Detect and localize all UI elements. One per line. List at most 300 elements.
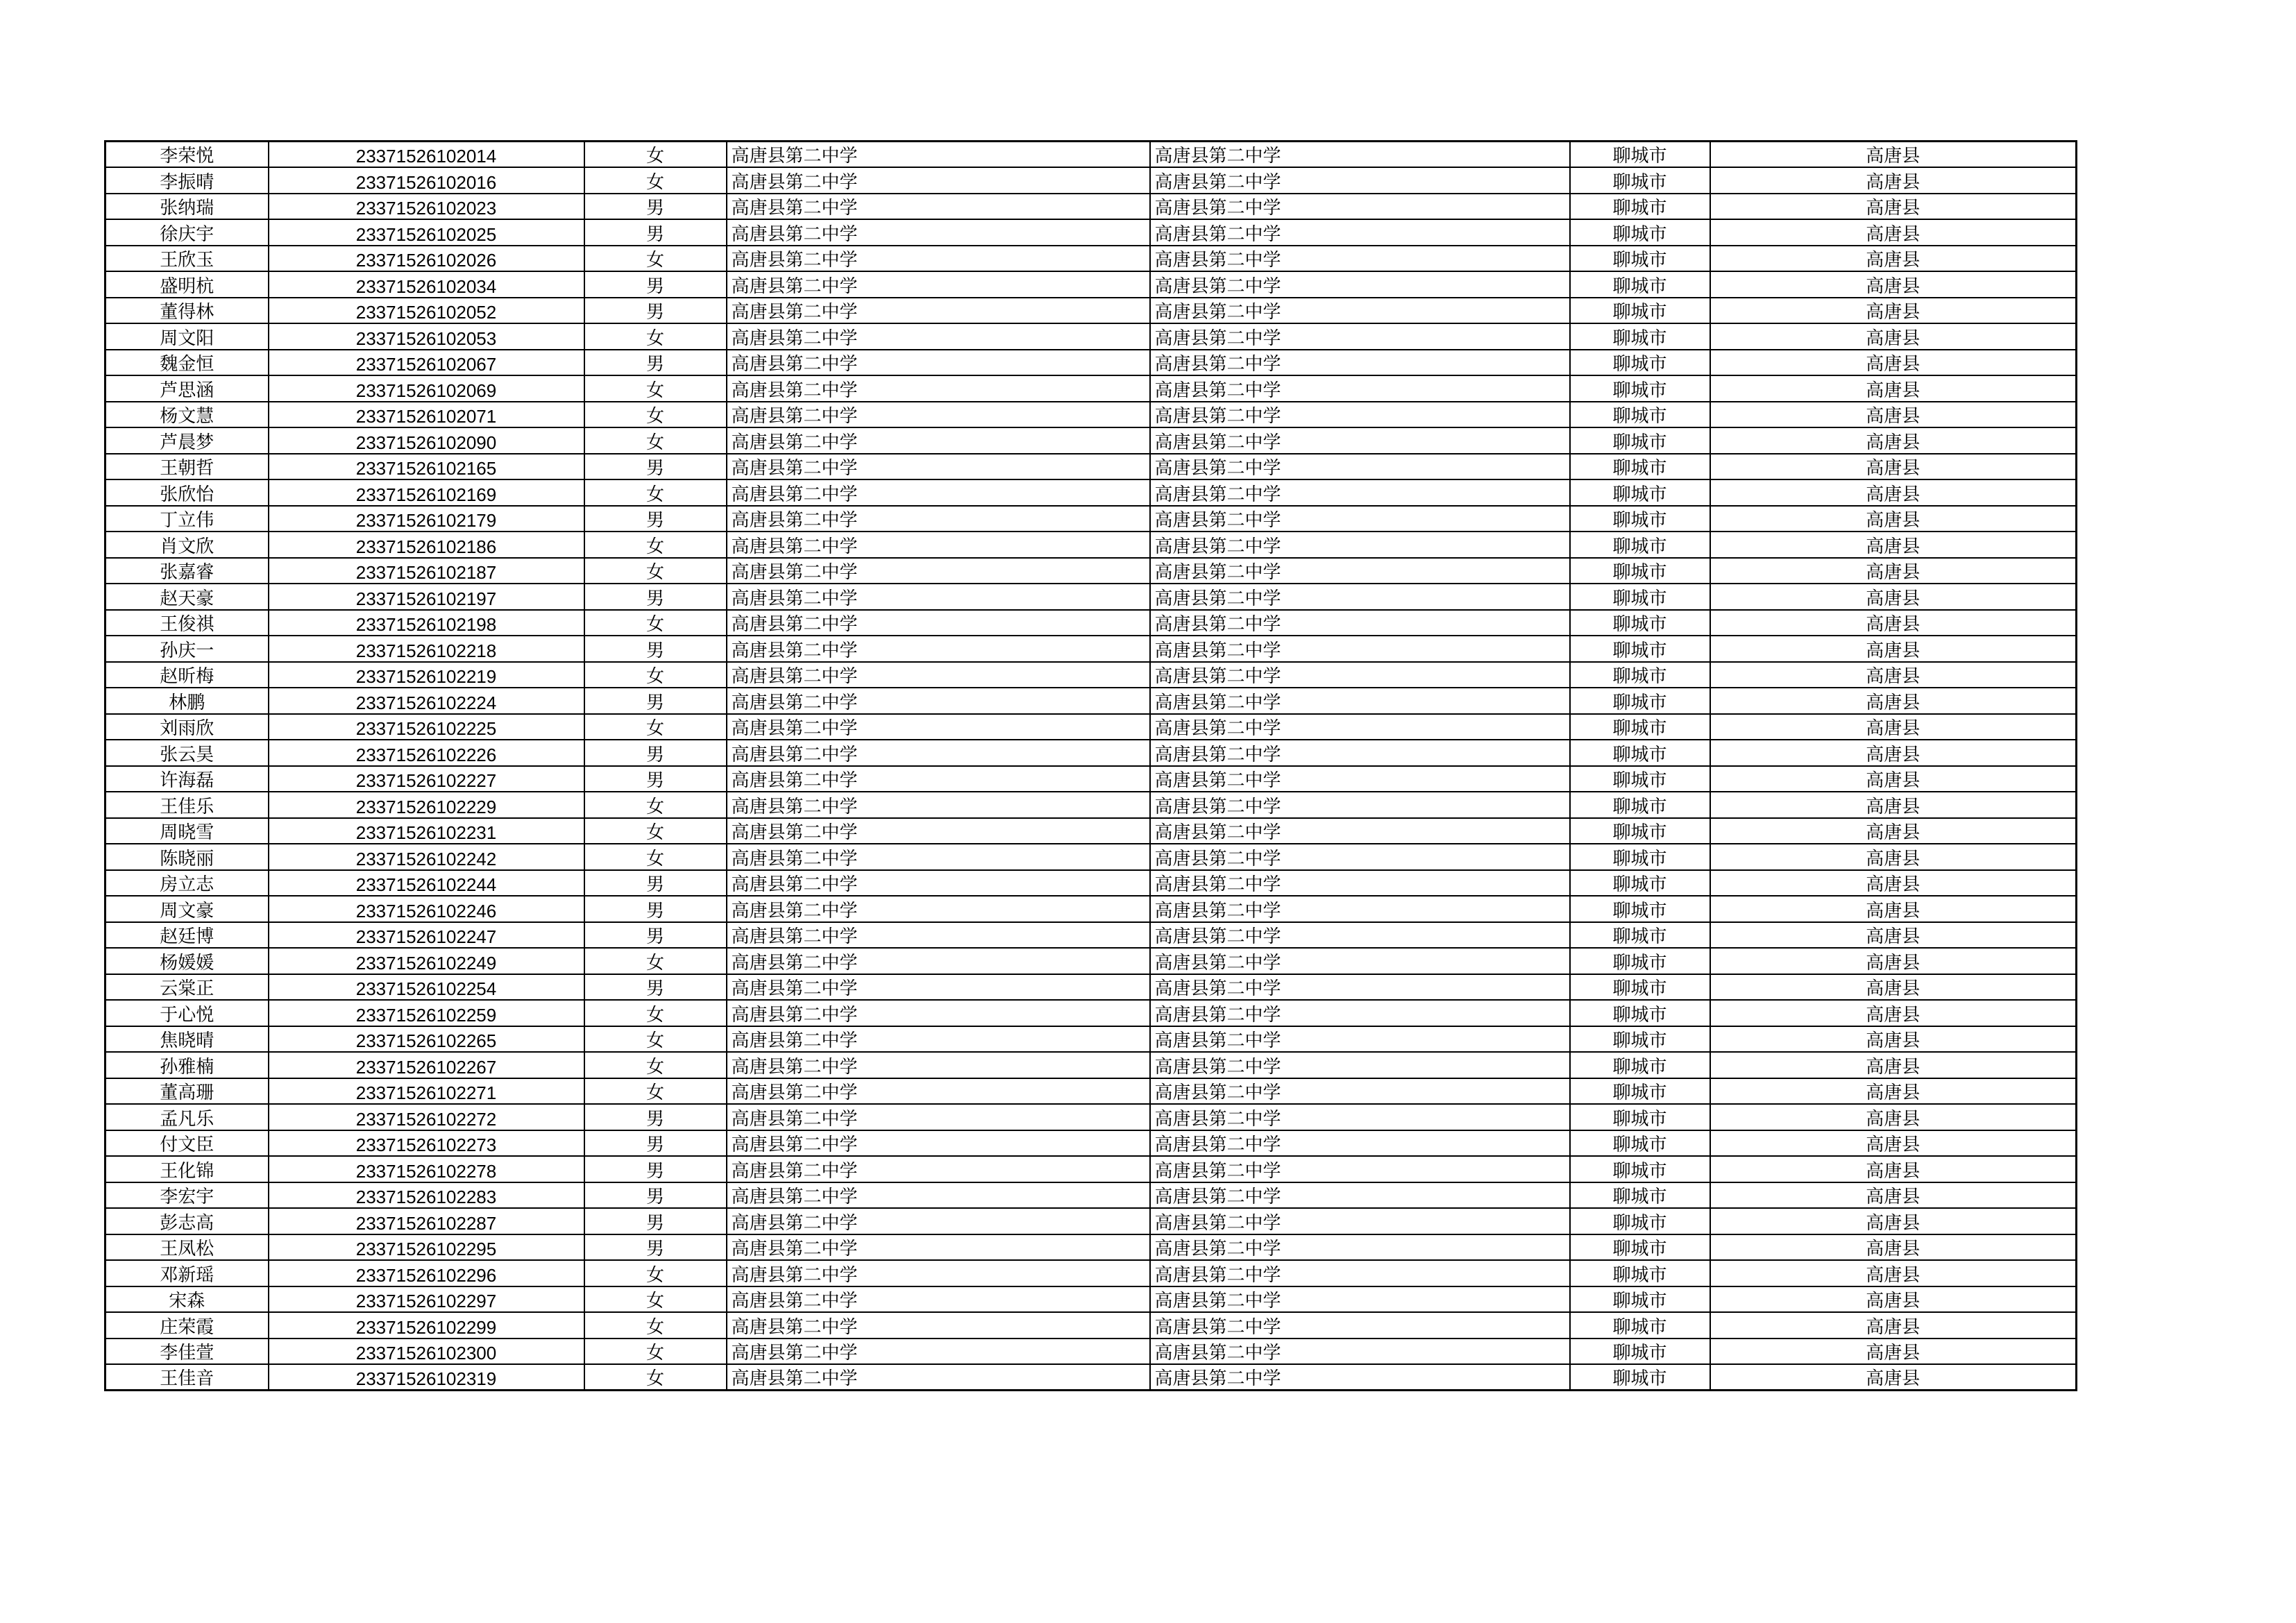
gender-cell: 女 — [584, 1312, 727, 1339]
exam-number-cell: 23371526102229 — [269, 792, 584, 818]
exam-number-cell: 23371526102219 — [269, 662, 584, 688]
student-name-cell: 张欣怡 — [105, 479, 269, 506]
exam-site-cell: 高唐县第二中学 — [1150, 271, 1570, 298]
school-cell: 高唐县第二中学 — [727, 844, 1150, 870]
city-cell: 聊城市 — [1570, 1339, 1710, 1365]
school-cell: 高唐县第二中学 — [727, 375, 1150, 402]
exam-number-cell: 23371526102297 — [269, 1286, 584, 1313]
student-name-cell: 孙雅楠 — [105, 1052, 269, 1078]
exam-number-cell: 23371526102295 — [269, 1234, 584, 1261]
school-cell: 高唐县第二中学 — [727, 896, 1150, 922]
table-row — [105, 766, 2077, 792]
exam-site-cell: 高唐县第二中学 — [1150, 922, 1570, 949]
exam-number-cell: 23371526102271 — [269, 1078, 584, 1105]
city-cell: 聊城市 — [1570, 298, 1710, 324]
table-row — [105, 948, 2077, 974]
exam-site-cell: 高唐县第二中学 — [1150, 454, 1570, 480]
exam-number-cell: 23371526102231 — [269, 818, 584, 844]
exam-number-cell: 23371526102287 — [269, 1208, 584, 1234]
table-row — [105, 402, 2077, 428]
city-cell: 聊城市 — [1570, 766, 1710, 792]
table-row — [105, 584, 2077, 610]
city-cell: 聊城市 — [1570, 454, 1710, 480]
gender-cell: 男 — [584, 688, 727, 714]
city-cell: 聊城市 — [1570, 532, 1710, 558]
city-cell: 聊城市 — [1570, 636, 1710, 662]
exam-number-cell: 23371526102025 — [269, 219, 584, 246]
student-name-cell: 王俊祺 — [105, 610, 269, 636]
school-cell: 高唐县第二中学 — [727, 1156, 1150, 1182]
exam-number-cell: 23371526102259 — [269, 1000, 584, 1026]
exam-site-cell: 高唐县第二中学 — [1150, 636, 1570, 662]
exam-site-cell: 高唐县第二中学 — [1150, 740, 1570, 766]
exam-site-cell: 高唐县第二中学 — [1150, 167, 1570, 194]
county-cell: 高唐县 — [1710, 740, 2077, 766]
exam-number-cell: 23371526102218 — [269, 636, 584, 662]
table-row — [105, 662, 2077, 688]
exam-site-cell: 高唐县第二中学 — [1150, 506, 1570, 532]
county-cell: 高唐县 — [1710, 1000, 2077, 1026]
table-row — [105, 1312, 2077, 1339]
school-cell: 高唐县第二中学 — [727, 479, 1150, 506]
exam-site-cell: 高唐县第二中学 — [1150, 1130, 1570, 1157]
table-row — [105, 610, 2077, 636]
exam-number-cell: 23371526102197 — [269, 584, 584, 610]
school-cell: 高唐县第二中学 — [727, 610, 1150, 636]
exam-site-cell: 高唐县第二中学 — [1150, 298, 1570, 324]
gender-cell: 女 — [584, 167, 727, 194]
city-cell: 聊城市 — [1570, 1000, 1710, 1026]
table-row — [105, 1364, 2077, 1391]
exam-number-cell: 23371526102246 — [269, 896, 584, 922]
school-cell: 高唐县第二中学 — [727, 1026, 1150, 1053]
city-cell: 聊城市 — [1570, 1156, 1710, 1182]
city-cell: 聊城市 — [1570, 1052, 1710, 1078]
gender-cell: 女 — [584, 948, 727, 974]
table-row — [105, 219, 2077, 246]
table-row — [105, 922, 2077, 949]
student-name-cell: 王凤松 — [105, 1234, 269, 1261]
exam-number-cell: 23371526102319 — [269, 1364, 584, 1391]
roster-table — [104, 140, 2077, 1391]
gender-cell: 女 — [584, 1026, 727, 1053]
student-name-cell: 王朝哲 — [105, 454, 269, 480]
city-cell: 聊城市 — [1570, 714, 1710, 740]
gender-cell: 男 — [584, 1208, 727, 1234]
gender-cell: 男 — [584, 1156, 727, 1182]
student-name-cell: 丁立伟 — [105, 506, 269, 532]
county-cell: 高唐县 — [1710, 584, 2077, 610]
gender-cell: 男 — [584, 1104, 727, 1130]
city-cell: 聊城市 — [1570, 219, 1710, 246]
city-cell: 聊城市 — [1570, 1286, 1710, 1313]
gender-cell: 女 — [584, 1052, 727, 1078]
gender-cell: 女 — [584, 246, 727, 272]
school-cell: 高唐县第二中学 — [727, 1104, 1150, 1130]
county-cell: 高唐县 — [1710, 714, 2077, 740]
exam-number-cell: 23371526102242 — [269, 844, 584, 870]
exam-number-cell: 23371526102198 — [269, 610, 584, 636]
city-cell: 聊城市 — [1570, 271, 1710, 298]
city-cell: 聊城市 — [1570, 818, 1710, 844]
county-cell: 高唐县 — [1710, 246, 2077, 272]
student-name-cell: 董得林 — [105, 298, 269, 324]
city-cell: 聊城市 — [1570, 167, 1710, 194]
exam-site-cell: 高唐县第二中学 — [1150, 194, 1570, 220]
county-cell: 高唐县 — [1710, 792, 2077, 818]
gender-cell: 男 — [584, 298, 727, 324]
exam-number-cell: 23371526102023 — [269, 194, 584, 220]
county-cell: 高唐县 — [1710, 688, 2077, 714]
school-cell: 高唐县第二中学 — [727, 1364, 1150, 1391]
county-cell: 高唐县 — [1710, 219, 2077, 246]
student-name-cell: 杨文慧 — [105, 402, 269, 428]
county-cell: 高唐县 — [1710, 479, 2077, 506]
school-cell: 高唐县第二中学 — [727, 740, 1150, 766]
exam-site-cell: 高唐县第二中学 — [1150, 610, 1570, 636]
county-cell: 高唐县 — [1710, 142, 2077, 168]
county-cell: 高唐县 — [1710, 922, 2077, 949]
exam-site-cell: 高唐县第二中学 — [1150, 1312, 1570, 1339]
table-row — [105, 1339, 2077, 1365]
student-name-cell: 赵昕梅 — [105, 662, 269, 688]
table-row — [105, 454, 2077, 480]
gender-cell: 男 — [584, 636, 727, 662]
gender-cell: 女 — [584, 375, 727, 402]
exam-site-cell: 高唐县第二中学 — [1150, 1182, 1570, 1209]
school-cell: 高唐县第二中学 — [727, 948, 1150, 974]
student-name-cell: 杨媛媛 — [105, 948, 269, 974]
gender-cell: 女 — [584, 792, 727, 818]
gender-cell: 女 — [584, 532, 727, 558]
table-row — [105, 636, 2077, 662]
county-cell: 高唐县 — [1710, 350, 2077, 376]
exam-number-cell: 23371526102227 — [269, 766, 584, 792]
exam-site-cell: 高唐县第二中学 — [1150, 350, 1570, 376]
exam-number-cell: 23371526102224 — [269, 688, 584, 714]
gender-cell: 男 — [584, 506, 727, 532]
exam-number-cell: 23371526102186 — [269, 532, 584, 558]
table-row — [105, 1260, 2077, 1286]
gender-cell: 男 — [584, 194, 727, 220]
table-row — [105, 1026, 2077, 1053]
exam-site-cell: 高唐县第二中学 — [1150, 402, 1570, 428]
county-cell: 高唐县 — [1710, 532, 2077, 558]
table-row — [105, 740, 2077, 766]
city-cell: 聊城市 — [1570, 792, 1710, 818]
gender-cell: 女 — [584, 1078, 727, 1105]
exam-site-cell: 高唐县第二中学 — [1150, 427, 1570, 454]
exam-site-cell: 高唐县第二中学 — [1150, 584, 1570, 610]
table-row — [105, 246, 2077, 272]
student-name-cell: 张纳瑞 — [105, 194, 269, 220]
student-name-cell: 张云昊 — [105, 740, 269, 766]
exam-site-cell: 高唐县第二中学 — [1150, 766, 1570, 792]
exam-number-cell: 23371526102165 — [269, 454, 584, 480]
county-cell: 高唐县 — [1710, 636, 2077, 662]
exam-number-cell: 23371526102244 — [269, 870, 584, 897]
county-cell: 高唐县 — [1710, 271, 2077, 298]
gender-cell: 男 — [584, 740, 727, 766]
city-cell: 聊城市 — [1570, 740, 1710, 766]
table-row — [105, 896, 2077, 922]
school-cell: 高唐县第二中学 — [727, 1234, 1150, 1261]
school-cell: 高唐县第二中学 — [727, 194, 1150, 220]
exam-site-cell: 高唐县第二中学 — [1150, 246, 1570, 272]
county-cell: 高唐县 — [1710, 1339, 2077, 1365]
exam-number-cell: 23371526102249 — [269, 948, 584, 974]
county-cell: 高唐县 — [1710, 402, 2077, 428]
exam-site-cell: 高唐县第二中学 — [1150, 1078, 1570, 1105]
gender-cell: 男 — [584, 1130, 727, 1157]
exam-number-cell: 23371526102254 — [269, 974, 584, 1001]
gender-cell: 女 — [584, 1000, 727, 1026]
student-name-cell: 云棠正 — [105, 974, 269, 1001]
student-name-cell: 周文阳 — [105, 323, 269, 350]
exam-number-cell: 23371526102034 — [269, 271, 584, 298]
school-cell: 高唐县第二中学 — [727, 636, 1150, 662]
city-cell: 聊城市 — [1570, 1260, 1710, 1286]
school-cell: 高唐县第二中学 — [727, 1208, 1150, 1234]
county-cell: 高唐县 — [1710, 167, 2077, 194]
exam-site-cell: 高唐县第二中学 — [1150, 662, 1570, 688]
exam-number-cell: 23371526102071 — [269, 402, 584, 428]
exam-site-cell: 高唐县第二中学 — [1150, 1026, 1570, 1053]
table-row — [105, 167, 2077, 194]
city-cell: 聊城市 — [1570, 558, 1710, 584]
table-row — [105, 558, 2077, 584]
table-row — [105, 506, 2077, 532]
table-row — [105, 427, 2077, 454]
gender-cell: 男 — [584, 584, 727, 610]
student-name-cell: 王化锦 — [105, 1156, 269, 1182]
city-cell: 聊城市 — [1570, 350, 1710, 376]
school-cell: 高唐县第二中学 — [727, 142, 1150, 168]
table-row — [105, 1000, 2077, 1026]
exam-number-cell: 23371526102265 — [269, 1026, 584, 1053]
table-row — [105, 142, 2077, 168]
county-cell: 高唐县 — [1710, 610, 2077, 636]
city-cell: 聊城市 — [1570, 427, 1710, 454]
student-name-cell: 魏金恒 — [105, 350, 269, 376]
student-name-cell: 王佳乐 — [105, 792, 269, 818]
exam-site-cell: 高唐县第二中学 — [1150, 792, 1570, 818]
table-row — [105, 844, 2077, 870]
city-cell: 聊城市 — [1570, 194, 1710, 220]
gender-cell: 男 — [584, 454, 727, 480]
exam-number-cell: 23371526102026 — [269, 246, 584, 272]
student-name-cell: 李佳萱 — [105, 1339, 269, 1365]
student-name-cell: 林鹏 — [105, 688, 269, 714]
student-name-cell: 于心悦 — [105, 1000, 269, 1026]
city-cell: 聊城市 — [1570, 1312, 1710, 1339]
city-cell: 聊城市 — [1570, 688, 1710, 714]
exam-site-cell: 高唐县第二中学 — [1150, 323, 1570, 350]
school-cell: 高唐县第二中学 — [727, 714, 1150, 740]
county-cell: 高唐县 — [1710, 1286, 2077, 1313]
exam-number-cell: 23371526102225 — [269, 714, 584, 740]
school-cell: 高唐县第二中学 — [727, 688, 1150, 714]
city-cell: 聊城市 — [1570, 974, 1710, 1001]
city-cell: 聊城市 — [1570, 1234, 1710, 1261]
school-cell: 高唐县第二中学 — [727, 662, 1150, 688]
exam-site-cell: 高唐县第二中学 — [1150, 375, 1570, 402]
exam-number-cell: 23371526102052 — [269, 298, 584, 324]
county-cell: 高唐县 — [1710, 1026, 2077, 1053]
gender-cell: 男 — [584, 870, 727, 897]
exam-site-cell: 高唐县第二中学 — [1150, 1364, 1570, 1391]
student-name-cell: 李荣悦 — [105, 142, 269, 168]
student-name-cell: 庄荣霞 — [105, 1312, 269, 1339]
exam-number-cell: 23371526102069 — [269, 375, 584, 402]
county-cell: 高唐县 — [1710, 1208, 2077, 1234]
county-cell: 高唐县 — [1710, 948, 2077, 974]
city-cell: 聊城市 — [1570, 610, 1710, 636]
city-cell: 聊城市 — [1570, 246, 1710, 272]
city-cell: 聊城市 — [1570, 479, 1710, 506]
city-cell: 聊城市 — [1570, 1182, 1710, 1209]
county-cell: 高唐县 — [1710, 1104, 2077, 1130]
exam-site-cell: 高唐县第二中学 — [1150, 142, 1570, 168]
student-name-cell: 李振晴 — [105, 167, 269, 194]
exam-number-cell: 23371526102014 — [269, 142, 584, 168]
county-cell: 高唐县 — [1710, 506, 2077, 532]
exam-site-cell: 高唐县第二中学 — [1150, 1260, 1570, 1286]
county-cell: 高唐县 — [1710, 558, 2077, 584]
student-name-cell: 刘雨欣 — [105, 714, 269, 740]
school-cell: 高唐县第二中学 — [727, 1130, 1150, 1157]
exam-site-cell: 高唐县第二中学 — [1150, 1208, 1570, 1234]
student-name-cell: 陈晓丽 — [105, 844, 269, 870]
school-cell: 高唐县第二中学 — [727, 246, 1150, 272]
city-cell: 聊城市 — [1570, 1078, 1710, 1105]
table-row — [105, 974, 2077, 1001]
school-cell: 高唐县第二中学 — [727, 402, 1150, 428]
gender-cell: 女 — [584, 610, 727, 636]
table-row — [105, 792, 2077, 818]
exam-number-cell: 23371526102300 — [269, 1339, 584, 1365]
exam-number-cell: 23371526102053 — [269, 323, 584, 350]
table-row — [105, 271, 2077, 298]
gender-cell: 女 — [584, 1339, 727, 1365]
gender-cell: 女 — [584, 427, 727, 454]
exam-number-cell: 23371526102296 — [269, 1260, 584, 1286]
table-row — [105, 870, 2077, 897]
gender-cell: 女 — [584, 1286, 727, 1313]
school-cell: 高唐县第二中学 — [727, 818, 1150, 844]
city-cell: 聊城市 — [1570, 1364, 1710, 1391]
city-cell: 聊城市 — [1570, 922, 1710, 949]
student-name-cell: 徐庆宇 — [105, 219, 269, 246]
exam-site-cell: 高唐县第二中学 — [1150, 896, 1570, 922]
county-cell: 高唐县 — [1710, 1312, 2077, 1339]
student-name-cell: 宋森 — [105, 1286, 269, 1313]
school-cell: 高唐县第二中学 — [727, 1078, 1150, 1105]
gender-cell: 女 — [584, 558, 727, 584]
student-name-cell: 房立志 — [105, 870, 269, 897]
table-row — [105, 1104, 2077, 1130]
school-cell: 高唐县第二中学 — [727, 427, 1150, 454]
county-cell: 高唐县 — [1710, 1234, 2077, 1261]
exam-number-cell: 23371526102273 — [269, 1130, 584, 1157]
county-cell: 高唐县 — [1710, 766, 2077, 792]
table-row — [105, 1182, 2077, 1209]
table-row — [105, 298, 2077, 324]
school-cell: 高唐县第二中学 — [727, 271, 1150, 298]
school-cell: 高唐县第二中学 — [727, 454, 1150, 480]
city-cell: 聊城市 — [1570, 1130, 1710, 1157]
student-name-cell: 芦思涵 — [105, 375, 269, 402]
school-cell: 高唐县第二中学 — [727, 1182, 1150, 1209]
school-cell: 高唐县第二中学 — [727, 167, 1150, 194]
exam-number-cell: 23371526102247 — [269, 922, 584, 949]
table-row — [105, 688, 2077, 714]
student-name-cell: 王欣玉 — [105, 246, 269, 272]
student-name-cell: 焦晓晴 — [105, 1026, 269, 1053]
exam-site-cell: 高唐县第二中学 — [1150, 558, 1570, 584]
county-cell: 高唐县 — [1710, 375, 2077, 402]
exam-site-cell: 高唐县第二中学 — [1150, 532, 1570, 558]
exam-site-cell: 高唐县第二中学 — [1150, 219, 1570, 246]
student-name-cell: 盛明杭 — [105, 271, 269, 298]
exam-site-cell: 高唐县第二中学 — [1150, 1104, 1570, 1130]
city-cell: 聊城市 — [1570, 1104, 1710, 1130]
gender-cell: 女 — [584, 479, 727, 506]
table-row — [105, 1208, 2077, 1234]
gender-cell: 男 — [584, 350, 727, 376]
exam-site-cell: 高唐县第二中学 — [1150, 974, 1570, 1001]
county-cell: 高唐县 — [1710, 1156, 2077, 1182]
exam-number-cell: 23371526102187 — [269, 558, 584, 584]
gender-cell: 女 — [584, 323, 727, 350]
school-cell: 高唐县第二中学 — [727, 922, 1150, 949]
county-cell: 高唐县 — [1710, 662, 2077, 688]
gender-cell: 男 — [584, 922, 727, 949]
gender-cell: 女 — [584, 402, 727, 428]
city-cell: 聊城市 — [1570, 584, 1710, 610]
exam-site-cell: 高唐县第二中学 — [1150, 1052, 1570, 1078]
exam-site-cell: 高唐县第二中学 — [1150, 479, 1570, 506]
county-cell: 高唐县 — [1710, 1078, 2077, 1105]
exam-number-cell: 23371526102299 — [269, 1312, 584, 1339]
student-name-cell: 许海磊 — [105, 766, 269, 792]
gender-cell: 男 — [584, 896, 727, 922]
gender-cell: 女 — [584, 714, 727, 740]
table-row — [105, 375, 2077, 402]
student-name-cell: 张嘉睿 — [105, 558, 269, 584]
exam-number-cell: 23371526102272 — [269, 1104, 584, 1130]
county-cell: 高唐县 — [1710, 870, 2077, 897]
county-cell: 高唐县 — [1710, 298, 2077, 324]
gender-cell: 男 — [584, 219, 727, 246]
exam-site-cell: 高唐县第二中学 — [1150, 948, 1570, 974]
school-cell: 高唐县第二中学 — [727, 870, 1150, 897]
county-cell: 高唐县 — [1710, 1260, 2077, 1286]
gender-cell: 男 — [584, 766, 727, 792]
gender-cell: 男 — [584, 974, 727, 1001]
school-cell: 高唐县第二中学 — [727, 584, 1150, 610]
city-cell: 聊城市 — [1570, 323, 1710, 350]
county-cell: 高唐县 — [1710, 1182, 2077, 1209]
exam-site-cell: 高唐县第二中学 — [1150, 844, 1570, 870]
student-name-cell: 孙庆一 — [105, 636, 269, 662]
table-row — [105, 1130, 2077, 1157]
table-row — [105, 1078, 2077, 1105]
student-name-cell: 李宏宇 — [105, 1182, 269, 1209]
gender-cell: 女 — [584, 1364, 727, 1391]
city-cell: 聊城市 — [1570, 896, 1710, 922]
county-cell: 高唐县 — [1710, 1130, 2077, 1157]
